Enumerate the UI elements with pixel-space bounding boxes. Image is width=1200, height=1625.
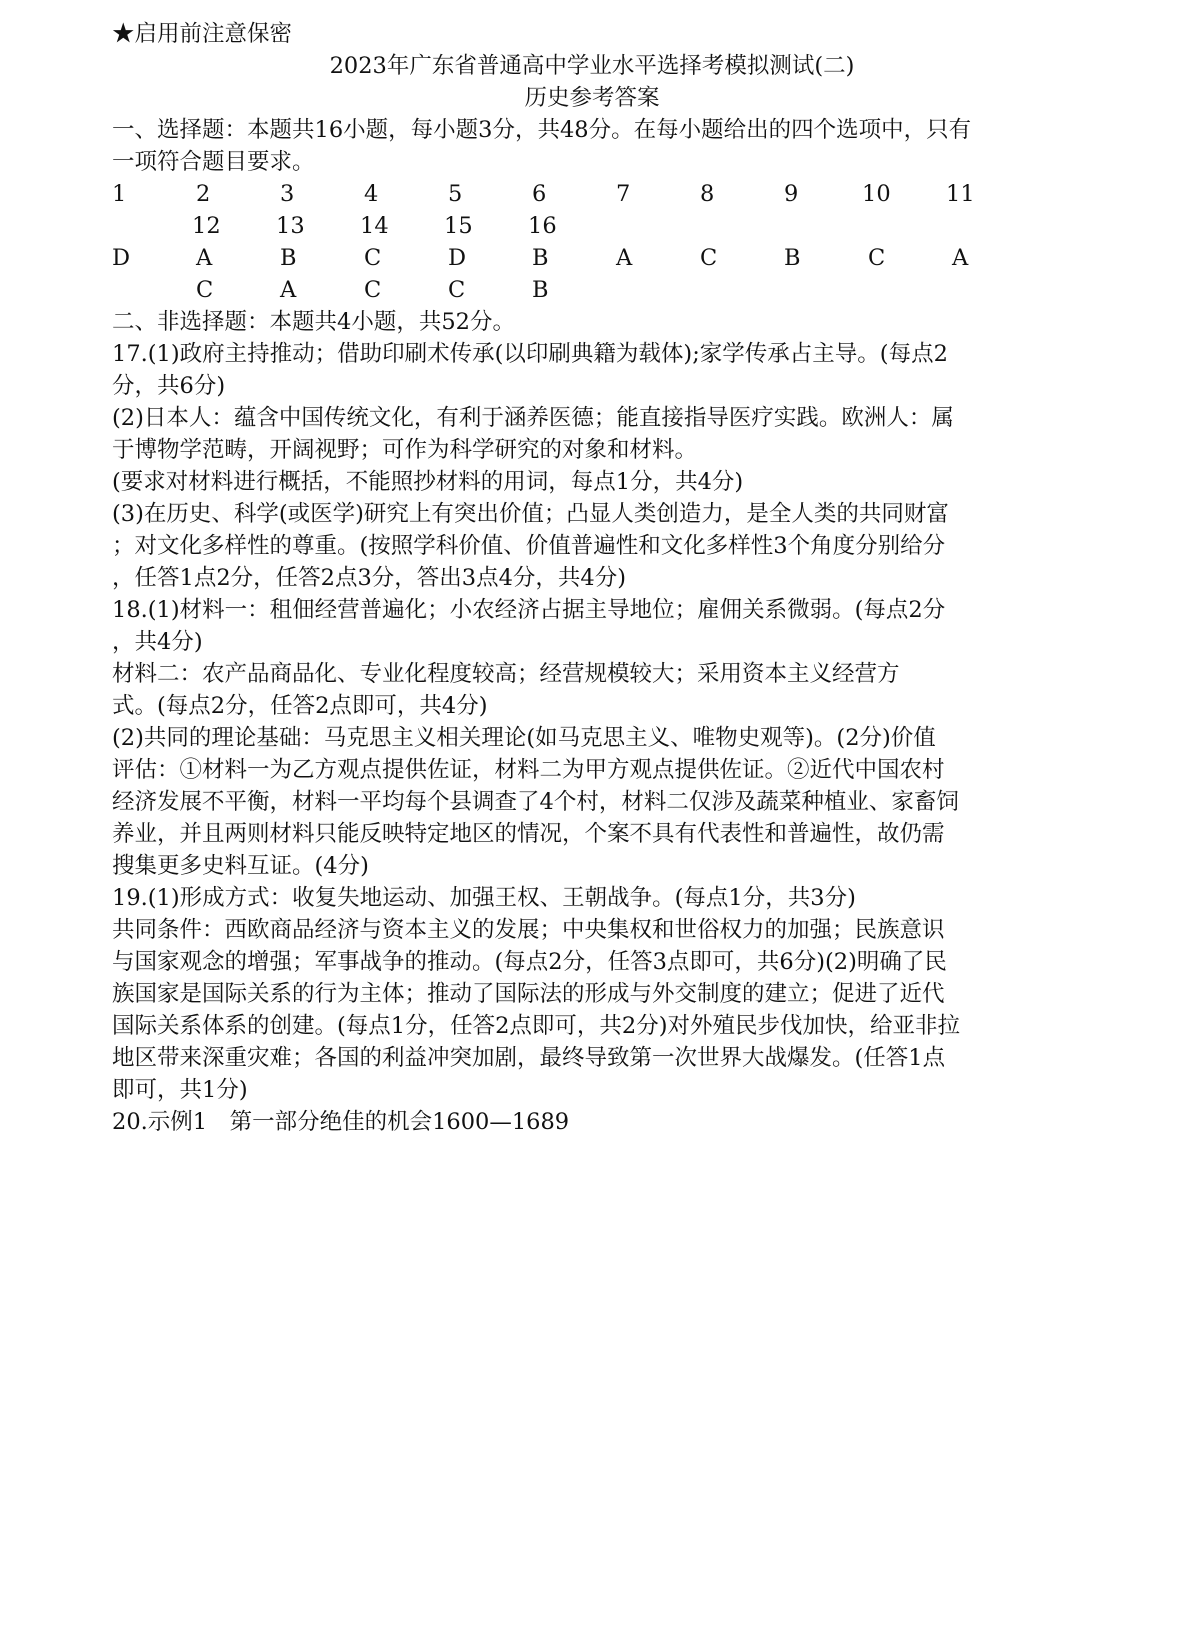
answer-line: 19.(1)形成方式：收复失地运动、加强王权、王朝战争。(每点1分，共3分) <box>112 885 856 911</box>
answer-line: 即可，共1分) <box>112 1077 248 1103</box>
answer-sheet <box>112 0 1072 1138</box>
document-title: 历史参考答案 <box>524 85 660 111</box>
section1-heading: 一、选择题：本题共16小题，每小题3分，共48分。在每小题给出的四个选项中，只有 <box>112 117 972 143</box>
answers-row-1 <box>112 242 1072 274</box>
question-number: 12 <box>192 213 221 239</box>
answer-line: 养业，并且两则材料只能反映特定地区的情况，个案不具有代表性和普遍性，故仍需 <box>112 821 945 847</box>
answer-line: ，任答1点2分，任答2点3分，答出3点4分，共4分) <box>112 565 626 591</box>
answer-letter: B <box>784 245 801 271</box>
section2-heading: 二、非选择题：本题共4小题，共52分。 <box>112 309 515 335</box>
answer-line: 地区带来深重灾难；各国的利益冲突加剧，最终导致第一次世界大战爆发。(任答1点 <box>112 1045 946 1071</box>
answer-line: 18.(1)材料一：租佃经营普遍化；小农经济占据主导地位；雇佣关系微弱。(每点2分 <box>112 597 946 623</box>
answer-line: 分，共6分) <box>112 373 226 399</box>
answer-line: 经济发展不平衡，材料一平均每个县调查了4个村，材料二仅涉及蔬菜种植业、家畜饲 <box>112 789 959 815</box>
answer-text-body <box>112 338 1072 1138</box>
answer-letter: A <box>952 245 969 271</box>
answer-letter: D <box>448 245 467 271</box>
answer-line: 族国家是国际关系的行为主体；推动了国际法的形成与外交制度的建立；促进了近代 <box>112 981 945 1007</box>
answer-letter: B <box>532 277 549 303</box>
answer-line: 材料二：农产品商品化、专业化程度较高；经营规模较大；采用资本主义经营方 <box>112 661 900 687</box>
question-number: 13 <box>276 213 305 239</box>
answer-letter: C <box>364 245 382 271</box>
question-number: 8 <box>700 181 715 207</box>
question-number: 4 <box>364 181 379 207</box>
answer-letter: C <box>448 277 466 303</box>
question-number: 16 <box>528 213 557 239</box>
question-number: 5 <box>448 181 463 207</box>
question-number: 3 <box>280 181 295 207</box>
answer-letter: D <box>112 245 131 271</box>
answer-letter: C <box>364 277 382 303</box>
answer-letter: B <box>280 245 297 271</box>
answer-line: ；对文化多样性的尊重。(按照学科价值、价值普遍性和文化多样性3个角度分别给分 <box>112 533 946 559</box>
answers-row-2 <box>112 274 1072 306</box>
answer-letter: C <box>196 277 214 303</box>
answer-line: 17.(1)政府主持推动；借助印刷术传承(以印刷典籍为载体);家学传承占主导。(每点2 <box>112 341 948 367</box>
answer-letter: C <box>700 245 718 271</box>
question-number: 7 <box>616 181 631 207</box>
question-number: 10 <box>862 181 891 207</box>
section1-heading-cont: 一项符合题目要求。 <box>112 149 315 175</box>
question-numbers-row-1 <box>112 178 1072 210</box>
question-number: 2 <box>196 181 211 207</box>
question-number: 9 <box>784 181 799 207</box>
question-numbers-row-2 <box>112 210 1072 242</box>
exam-title: 2023年广东省普通高中学业水平选择考模拟测试(二) <box>329 53 855 79</box>
answer-line: (2)共同的理论基础：马克思主义相关理论(如马克思主义、唯物史观等)。(2分)价值 <box>112 725 936 751</box>
question-number: 14 <box>360 213 389 239</box>
answer-line: (要求对材料进行概括，不能照抄材料的用词，每点1分，共4分) <box>112 469 744 495</box>
answer-line: 共同条件：西欧商品经济与资本主义的发展；中央集权和世俗权力的加强；民族意识 <box>112 917 945 943</box>
answer-line: 国际关系体系的创建。(每点1分，任答2点即可，共2分)对外殖民步伐加快，给亚非拉 <box>112 1013 961 1039</box>
answer-line: ，共4分) <box>112 629 203 655</box>
question-number: 6 <box>532 181 547 207</box>
answer-letter: B <box>532 245 549 271</box>
answer-line: 于博物学范畴，开阔视野；可作为科学研究的对象和材料。 <box>112 437 698 463</box>
answer-line: 20.示例1 第一部分绝佳的机会1600—1689 <box>112 1109 570 1135</box>
answer-line: 式。(每点2分，任答2点即可，共4分) <box>112 693 488 719</box>
answer-line: 与国家观念的增强；军事战争的推动。(每点2分，任答3点即可，共6分)(2)明确了民 <box>112 949 947 975</box>
confidential-notice: ★启用前注意保密 <box>112 21 293 47</box>
answer-letter: A <box>196 245 213 271</box>
question-number: 1 <box>112 181 127 207</box>
answer-line: 搜集更多史料互证。(4分) <box>112 853 369 879</box>
answer-line: (3)在历史、科学(或医学)研究上有突出价值；凸显人类创造力，是全人类的共同财富 <box>112 501 949 527</box>
question-number: 11 <box>946 181 975 207</box>
answer-letter: C <box>868 245 886 271</box>
answer-letter: A <box>280 277 297 303</box>
answer-line: (2)日本人：蕴含中国传统文化，有利于涵养医德；能直接指导医疗实践。欧洲人：属 <box>112 405 954 431</box>
question-number: 15 <box>444 213 473 239</box>
answer-line: 评估：①材料一为乙方观点提供佐证，材料二为甲方观点提供佐证。②近代中国农村 <box>112 757 945 783</box>
answer-letter: A <box>616 245 633 271</box>
